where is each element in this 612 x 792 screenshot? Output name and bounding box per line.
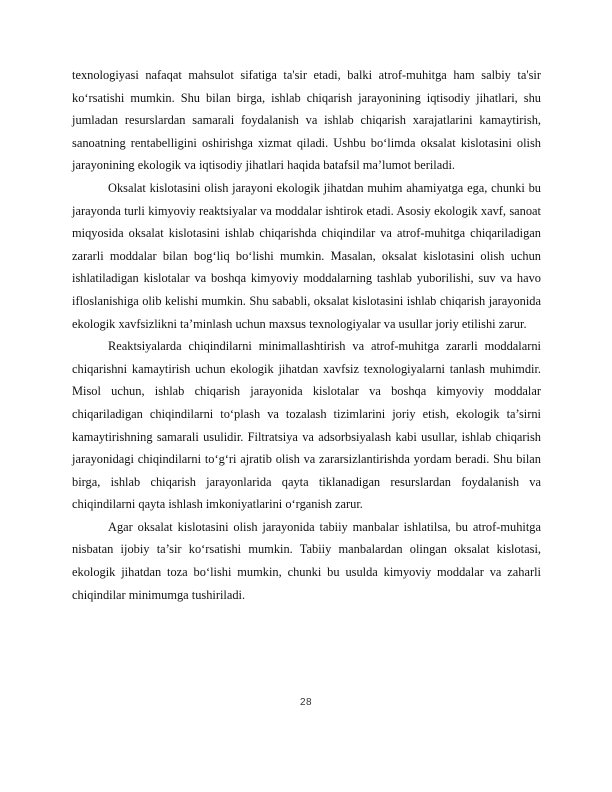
document-body bbox=[72, 64, 541, 606]
paragraph-waste-minimization: Reaktsiyalarda chiqindilarni minimallashtirish va atrof-muhitga zararli moddalarni chiqarishni kamaytirish uchun ekologik jihatdan xavfsiz texnologiyalarni tanlash muhimdir. Misol uchun, ishlab chiqarish jarayonida kislotalar va boshqa kimyoviy moddalar chiqariladigan chiqindilarni to‘plash va tozalash tizimlarini joriy etish, ekologik ta’sirni kamaytirishning samarali usulidir. Filtratsiya va adsorbsiyalash kabi usullar, ishlab chiqarish jarayonidagi chiqindilarni to‘g‘ri ajratib olish va zararsizlantirishda yordam beradi. Shu bilan birga, ishlab chiqarish jarayonlarida qayta tiklanadigan resurslardan foydalanish va chiqindilarni qayta ishlash imkoniyatlarini o‘rganish zarur. bbox=[72, 339, 541, 512]
paragraph-continuation: texnologiyasi nafaqat mahsulot sifatiga ta'sir etadi, balki atrof-muhitga ham salbiy ta'sir ko‘rsatishi mumkin. Shu bilan birga, ishlab chiqarish jarayonining iqtisodiy jihatlari, shu jumladan resurslardan samarali foydalanish va ishlab chiqarish xarajatlarini kamaytirish, sanoatning rentabelligini oshirishga xizmat qiladi. Ushbu bo‘limda oksalat kislotasini olish jarayonining ekologik va iqtisodiy jihatlari haqida batafsil ma’lumot beriladi. bbox=[72, 68, 541, 173]
paragraph-ecological-importance: Oksalat kislotasini olish jarayoni ekologik jihatdan muhim ahamiyatga ega, chunki bu jarayonda turli kimyoviy reaktsiyalar va moddalar ishtirok etadi. Asosiy ekologik xavf, sanoat miqyosida oksalat kislotasini ishlab chiqarishda chiqindilar va atrof-muhitga chiqariladigan zararli moddalar bilan bog‘liq bo‘lishi mumkin. Masalan, oksalat kislotasini olish uchun ishlatiladigan kislotalar va boshqa kimyoviy moddalarning tashlab yuborilishi, suv va havo ifloslanishiga olib kelishi mumkin. Shu sababli, oksalat kislotasini ishlab chiqarish jarayonida ekologik xavfsizlikni ta’minlash uchun maxsus texnologiyalar va usullar joriy etilishi zarur. bbox=[72, 180, 541, 331]
page-number: 28 bbox=[299, 697, 313, 708]
paragraph-natural-sources: Agar oksalat kislotasini olish jarayonida tabiiy manbalar ishlatilsa, bu atrof-muhitga nisbatan ijobiy ta’sir ko‘rsatishi mumkin. Tabiiy manbalardan olingan oksalat kislotasi, ekologik jihatdan toza bo‘lishi mumkin, chunki bu usulda kimyoviy moddalar va zaharli chiqindilar minimumga tushiriladi. bbox=[72, 519, 541, 602]
